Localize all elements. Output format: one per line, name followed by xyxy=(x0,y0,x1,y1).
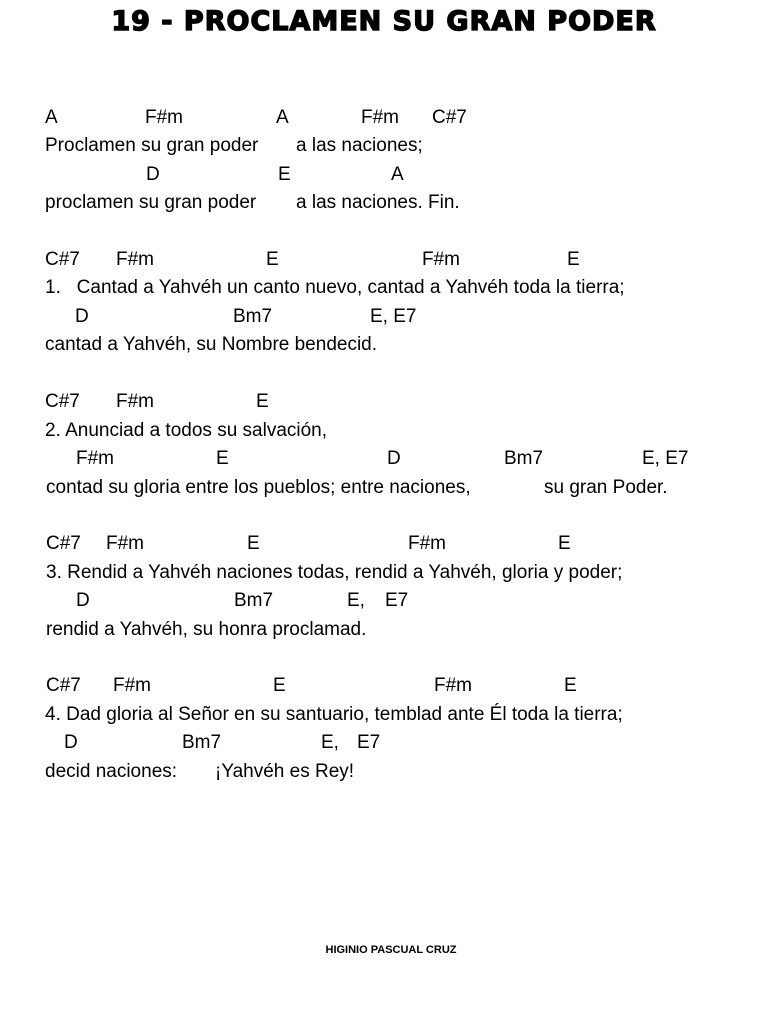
chord: C#7 xyxy=(45,391,80,412)
chord-line xyxy=(0,107,768,129)
chord: E xyxy=(567,249,580,270)
chord: F#m xyxy=(361,107,399,128)
chord-line xyxy=(0,391,768,413)
lyric-segment: a las naciones; xyxy=(296,135,423,156)
lyric-segment: contad su gloria entre los pueblos; entre naciones, xyxy=(46,477,471,498)
chord-line xyxy=(0,590,768,612)
chord-line xyxy=(0,732,768,754)
song-title: 19 - PROCLAMEN SU GRAN PODER xyxy=(111,6,657,37)
chord: A xyxy=(391,164,404,185)
chord: E7 xyxy=(357,732,381,753)
chord: E xyxy=(278,164,291,185)
lyric-line: cantad a Yahvéh, su Nombre bendecid. xyxy=(45,334,378,355)
lyric-segment: a las naciones. Fin. xyxy=(296,192,460,213)
chord: F#m xyxy=(408,533,446,554)
chord: D xyxy=(75,306,89,327)
lyric-line xyxy=(0,761,768,783)
chord: D xyxy=(146,164,160,185)
lyric-line: 2. Anunciad a todos su salvación, xyxy=(45,420,328,441)
chord: E xyxy=(216,448,229,469)
chord: E xyxy=(266,249,279,270)
chord: D xyxy=(64,732,78,753)
chord: A xyxy=(276,107,289,128)
chord-line xyxy=(0,249,768,271)
chord: F#m xyxy=(434,675,472,696)
chord: Bm7 xyxy=(233,306,273,327)
chord: F#m xyxy=(116,249,154,270)
chord: E7 xyxy=(385,590,409,611)
chord-line xyxy=(0,533,768,555)
chord: Bm7 xyxy=(504,448,544,469)
chord: F#m xyxy=(113,675,151,696)
author-footer: HIGINIO PASCUAL CRUZ xyxy=(325,944,457,956)
lyric-line: 1. Cantad a Yahvéh un canto nuevo, cantad a Yahvéh toda la tierra; xyxy=(45,277,625,298)
chord: E, E7 xyxy=(370,306,417,327)
chord: E xyxy=(273,675,286,696)
chord-line xyxy=(0,675,768,697)
chord-line xyxy=(0,448,768,470)
chord: D xyxy=(76,590,90,611)
chord: E xyxy=(256,391,269,412)
lyric-line xyxy=(0,192,768,214)
lyric-segment: su gran Poder. xyxy=(544,477,668,498)
chord-line xyxy=(0,306,768,328)
chord-line xyxy=(0,164,768,186)
lyric-segment: decid naciones: xyxy=(45,761,178,782)
chord: C#7 xyxy=(46,675,81,696)
chord: F#m xyxy=(106,533,144,554)
chord: C#7 xyxy=(432,107,467,128)
lyric-line xyxy=(0,477,768,499)
chord: F#m xyxy=(116,391,154,412)
chord: D xyxy=(387,448,401,469)
lyric-segment: proclamen su gran poder xyxy=(45,192,257,213)
lyric-line: rendid a Yahvéh, su honra proclamad. xyxy=(46,619,367,640)
lyric-line xyxy=(0,135,768,157)
chord: E xyxy=(247,533,260,554)
lyric-segment: ¡Yahvéh es Rey! xyxy=(215,761,355,782)
chord: F#m xyxy=(76,448,114,469)
chord: F#m xyxy=(422,249,460,270)
lyric-line: 3. Rendid a Yahvéh naciones todas, rendid a Yahvéh, gloria y poder; xyxy=(46,562,623,583)
chord: E xyxy=(564,675,577,696)
chord: C#7 xyxy=(45,249,80,270)
chord: E xyxy=(558,533,571,554)
chord: A xyxy=(45,107,58,128)
chord: E, xyxy=(347,590,365,611)
lyric-segment: Proclamen su gran poder xyxy=(45,135,259,156)
chord: Bm7 xyxy=(234,590,274,611)
chord: E, E7 xyxy=(642,448,689,469)
chord: Bm7 xyxy=(182,732,222,753)
chord: E, xyxy=(321,732,339,753)
lyric-line: 4. Dad gloria al Señor en su santuario, temblad ante Él toda la tierra; xyxy=(45,704,623,725)
chord: F#m xyxy=(145,107,183,128)
chord: C#7 xyxy=(46,533,81,554)
